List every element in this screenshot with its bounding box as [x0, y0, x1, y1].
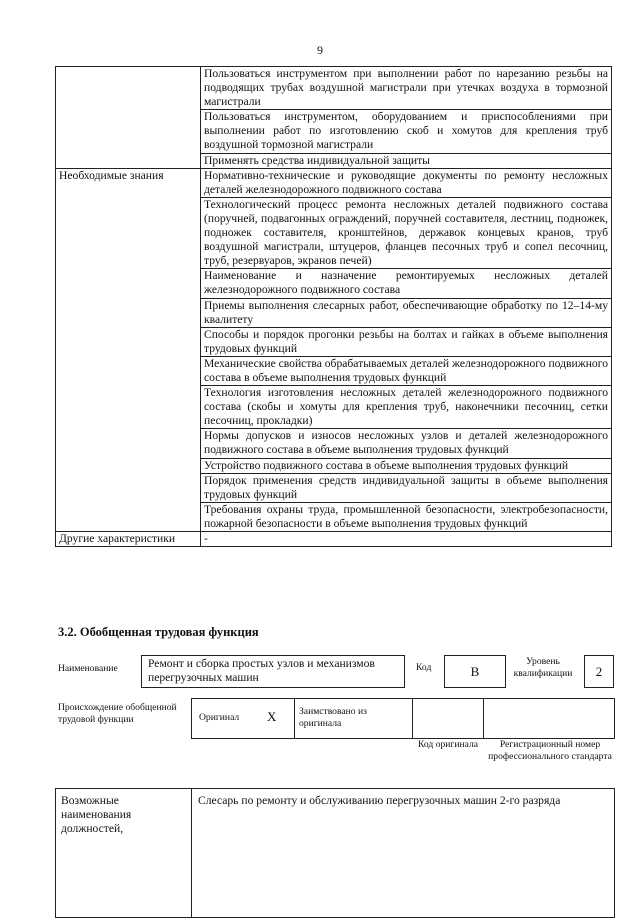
- table-cell: Применять средства индивидуальной защиты: [201, 153, 612, 168]
- reg-number-caption: Регистрационный номер профессионального стандарта: [488, 739, 612, 762]
- level-box: [584, 655, 614, 688]
- row-label: Необходимые знания: [56, 168, 201, 531]
- level-value: 2: [595, 664, 603, 679]
- name-box: [141, 655, 405, 688]
- section-title: 3.2. Обобщенная трудовая функция: [58, 625, 259, 639]
- table-cell: Устройство подвижного состава в объеме выполнения трудовых функций: [201, 458, 612, 473]
- level-label: Уровень квалификации: [513, 656, 573, 679]
- table-cell: Пользоваться инструментом, оборудованием и приспособлениями при выполнении работ по изготовлению скоб и хомутов для крепления труб воздушной тормозной магистрали: [201, 110, 612, 153]
- borrowed-label: Заимствовано из оригинала: [299, 706, 367, 729]
- table-cell: -: [201, 532, 612, 547]
- table-row: [56, 67, 612, 110]
- name-label: Наименование: [58, 663, 118, 674]
- table-row: [56, 168, 612, 197]
- table-cell: Наименование и назначение ремонтируемых несложных деталей железнодорожного подвижного состава: [201, 269, 612, 298]
- code-value: B: [470, 664, 480, 679]
- original-mark: X: [267, 709, 277, 724]
- table-row: [56, 532, 612, 547]
- table-cell: Порядок применения средств индивидуальной защиты в объеме выполнения трудовых функций: [201, 473, 612, 502]
- knowledge-table: [55, 66, 612, 547]
- code-original-caption: Код оригинала: [417, 739, 479, 750]
- table-cell: Способы и порядок прогонки резьбы на болтах и гайках в объеме выполнения трудовых функций: [201, 327, 612, 356]
- origin-label: Происхождение обобщенной трудовой функции: [58, 702, 177, 725]
- positions-value-cell: [191, 788, 615, 918]
- page-number: 9: [317, 43, 323, 57]
- name-value: Ремонт и сборка простых узлов и механизмов перегрузочных машин: [148, 657, 375, 684]
- table-cell: Технологический процесс ремонта несложных деталей подвижного состава (поручней, подвагонных ограждений, поручней составителя, лестниц, подножек, подножек составителя, кронштейнов, державок концевых кранов, труб воздушной магистрали, штуцеров, фланцев песочных труб и сопел песочниц, труб, резервуаров, экранов печей): [201, 197, 612, 268]
- row-label: [56, 67, 201, 169]
- code-label: Код: [416, 662, 432, 673]
- positions-value: Слесарь по ремонту и обслуживанию перегрузочных машин 2-го разряда: [198, 794, 561, 807]
- reg-number-cell: [483, 698, 615, 739]
- code-original-cell: [412, 698, 484, 739]
- original-cell: [191, 698, 295, 739]
- positions-label: Возможные наименования должностей,: [61, 794, 132, 835]
- table-cell: Нормы допусков и износов несложных узлов и деталей железнодорожного подвижного состава в объеме выполнения трудовых функций: [201, 429, 612, 458]
- table-cell: Требования охраны труда, промышленной безопасности, электробезопасности, пожарной безопасности в объеме выполнения трудовых функций: [201, 502, 612, 531]
- code-box: [444, 655, 506, 688]
- positions-label-cell: [55, 788, 192, 918]
- table-cell: Механические свойства обрабатываемых деталей железнодорожного подвижного состава в объеме выполнения трудовых функций: [201, 356, 612, 385]
- table-cell: Приемы выполнения слесарных работ, обеспечивающие обработку по 12–14-му квалитету: [201, 298, 612, 327]
- borrowed-cell: [294, 698, 413, 739]
- table-cell: Нормативно-технические и руководящие документы по ремонту несложных деталей железнодорожного подвижного состава: [201, 168, 612, 197]
- table-cell: Пользоваться инструментом при выполнении работ по нарезанию резьбы на подводящих трубах воздушной магистрали при утечках воздуха в тормозной магистрали: [201, 67, 612, 110]
- table-cell: Технология изготовления несложных деталей железнодорожного подвижного состава (скобы и хомуты для крепления труб, наконечники песочниц, сетки песочниц, прокладки): [201, 386, 612, 429]
- row-label: Другие характеристики: [56, 532, 201, 547]
- original-label: Оригинал: [199, 712, 240, 723]
